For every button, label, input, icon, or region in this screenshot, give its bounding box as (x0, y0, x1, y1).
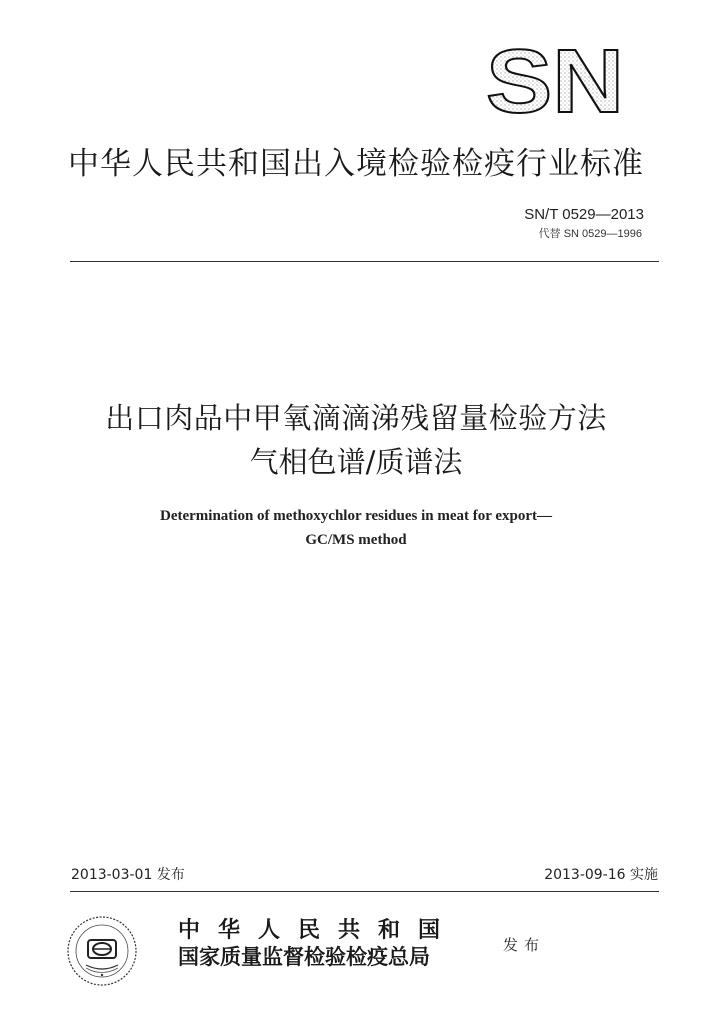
publisher-country: 中华人民共和国 (178, 917, 459, 943)
publish-label: 发布 (503, 936, 546, 954)
sn-logo-text: SN (486, 44, 624, 118)
publisher-agency: 国家质量监督检验检疫总局 (178, 944, 430, 969)
title-english-line-1: Determination of methoxychlor residues in meat for export— (159, 508, 553, 524)
replaces-standard: 代替 SN 0529—1996 (538, 228, 642, 240)
title-chinese-line-2: 气相色谱/质谱法 (249, 445, 463, 479)
bottom-divider (70, 891, 659, 892)
standard-category: 中华人民共和国出入境检验检疫行业标准 (68, 146, 644, 182)
standard-number: SN/T 0529—2013 (524, 206, 644, 223)
aqsiq-emblem-icon (64, 913, 140, 989)
title-chinese-line-1: 出口肉品中甲氧滴滴涕残留量检验方法 (105, 401, 607, 435)
sn-logo (484, 44, 626, 118)
top-divider (70, 261, 659, 262)
title-english-line-2: GC/MS method (305, 532, 407, 548)
issue-date: 2013-03-01 发布 (71, 867, 185, 883)
implementation-date: 2013-09-16 实施 (544, 867, 658, 883)
